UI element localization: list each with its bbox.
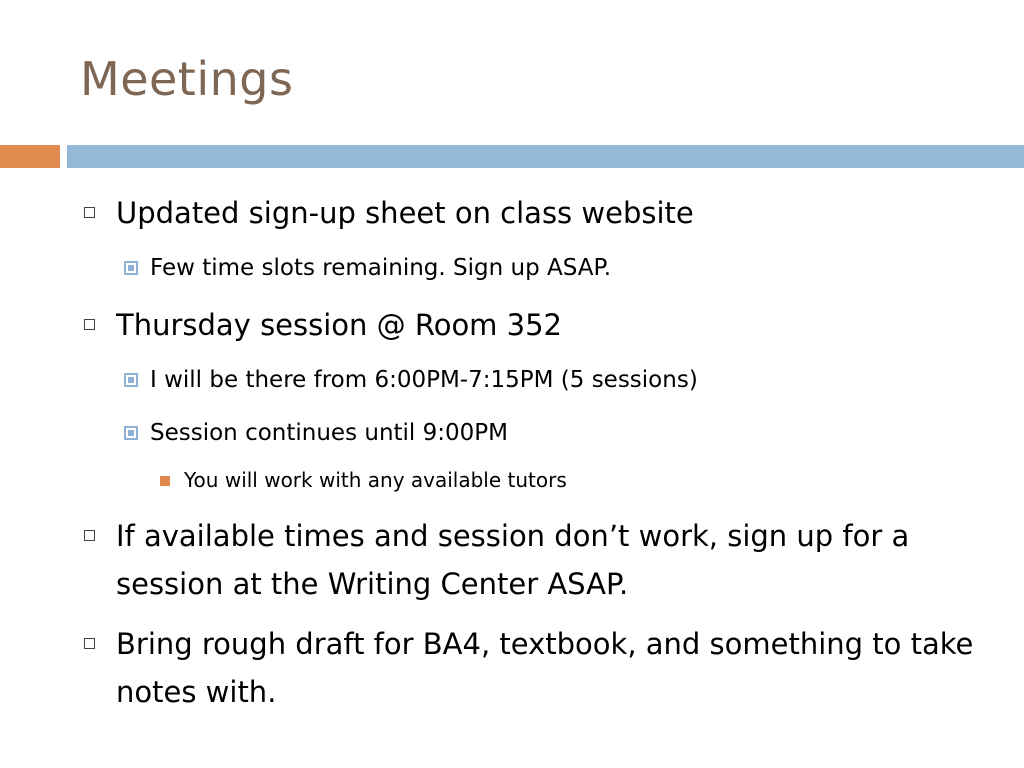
filled-square-bullet-icon: [160, 476, 170, 486]
boxed-square-bullet-icon: [124, 373, 138, 387]
boxed-square-bullet-icon: [124, 261, 138, 275]
bullet-level1: If available times and session don’t work, sign up for a session at the Writing Center ASAP.: [116, 519, 910, 601]
hollow-square-bullet-icon: [84, 530, 95, 541]
hollow-square-bullet-icon: [84, 319, 95, 330]
bullet-level1: Updated sign-up sheet on class website: [116, 196, 694, 230]
bullet-level1: Thursday session @ Room 352: [116, 308, 563, 342]
bullet-level1: Bring rough draft for BA4, textbook, and something to take notes with.: [116, 627, 974, 709]
bullet-level3: You will work with any available tutors: [184, 468, 567, 492]
bullet-level2: I will be there from 6:00PM-7:15PM (5 sessions): [150, 367, 698, 393]
bullet-level2: Session continues until 9:00PM: [150, 420, 508, 446]
bullet-level2: Few time slots remaining. Sign up ASAP.: [150, 255, 612, 281]
slide-title: Meetings: [80, 52, 294, 106]
hollow-square-bullet-icon: [84, 638, 95, 649]
hollow-square-bullet-icon: [84, 207, 95, 218]
boxed-square-bullet-icon: [124, 426, 138, 440]
